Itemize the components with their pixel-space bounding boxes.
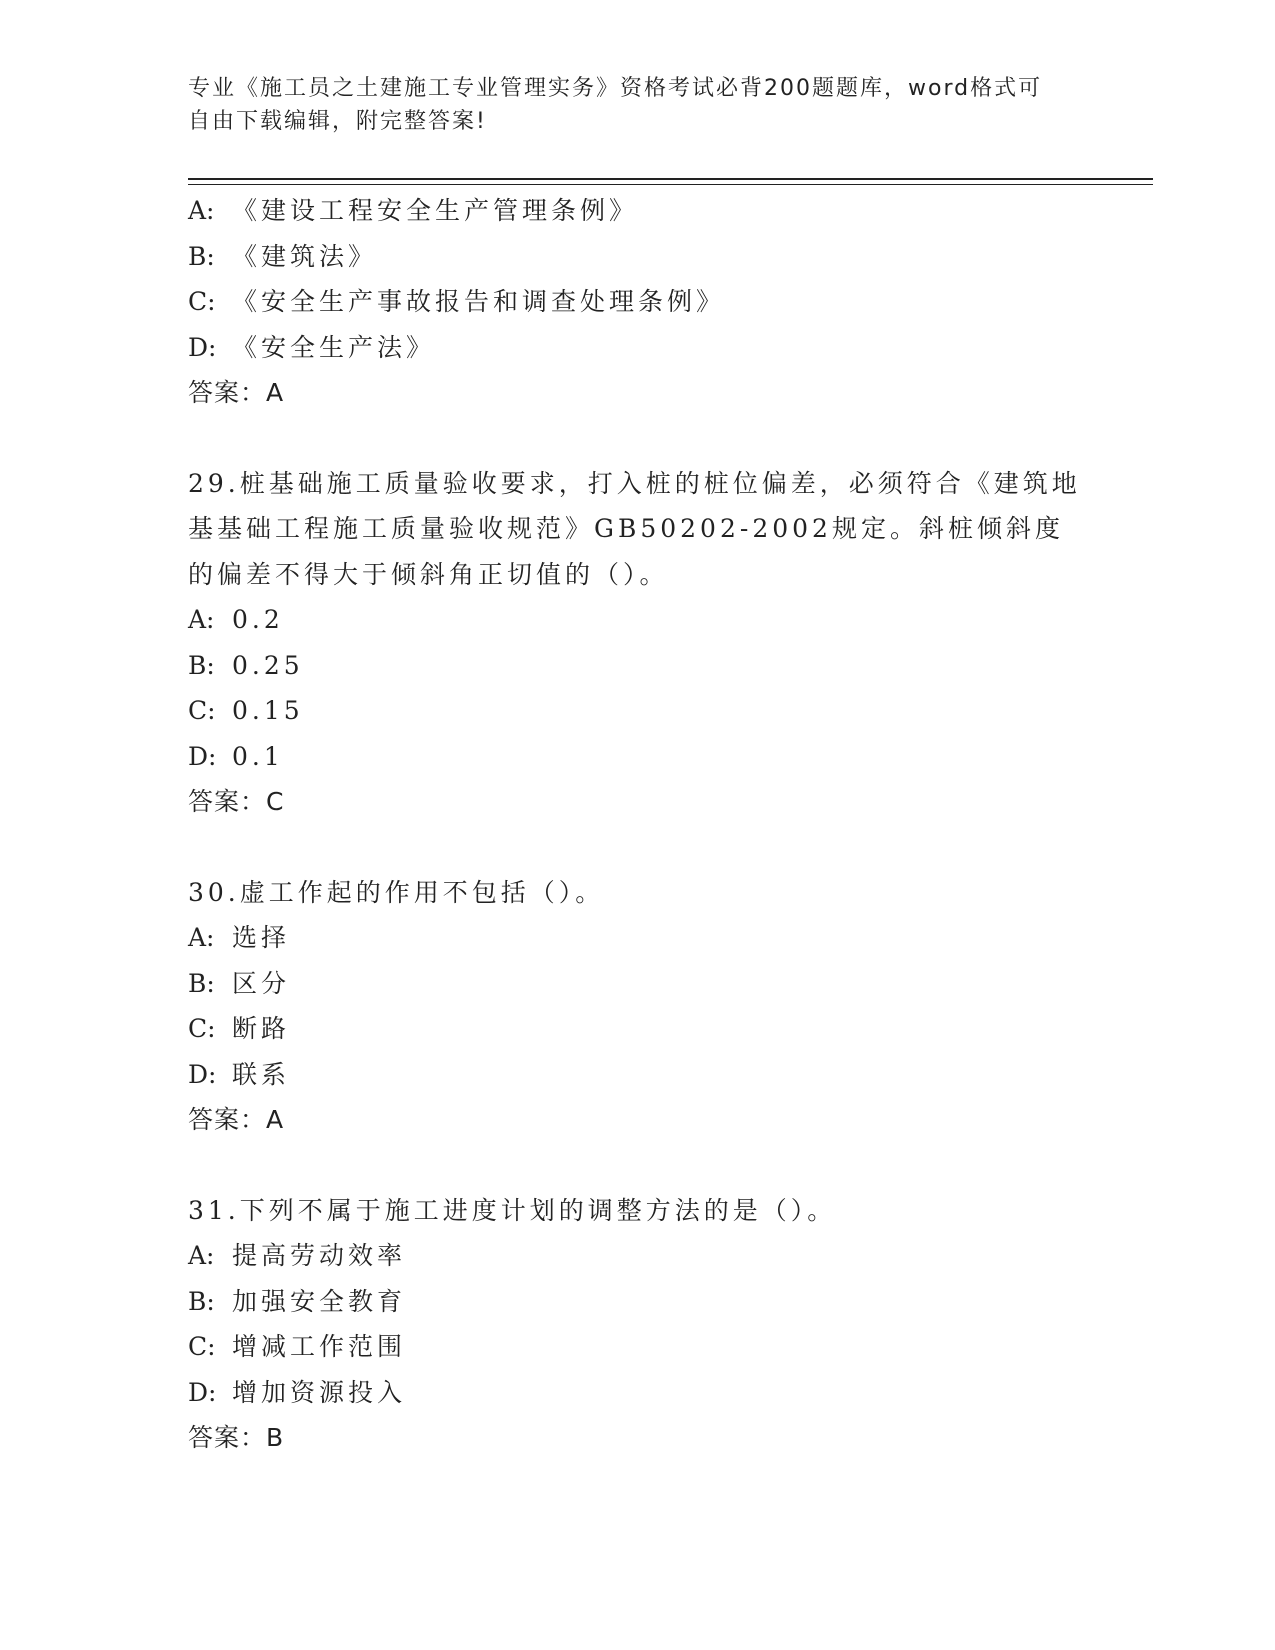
question-list	[188, 188, 1088, 1461]
question-item	[188, 461, 1088, 825]
header-line-1: 专业《施工员之土建施工专业管理实务》资格考试必背200题题库，word格式可	[188, 76, 1043, 101]
option-text: 区分	[232, 968, 291, 998]
option-c	[188, 1006, 1088, 1052]
option-letter: D:	[188, 1377, 217, 1407]
option-d	[188, 734, 1088, 780]
option-letter: D:	[188, 332, 217, 362]
option-text: 增减工作范围	[232, 1332, 407, 1361]
option-letter: A:	[188, 923, 215, 952]
option-c	[188, 688, 1088, 734]
header-line-2: 自由下载编辑，附完整答案!	[188, 109, 487, 134]
option-text: 0.1	[232, 741, 284, 771]
option-b	[188, 234, 1088, 280]
question-stem: 29.桩基础施工质量验收要求，打入桩的桩位偏差，必须符合《建筑地基基础工程施工质量验收规范》GB50202-2002规定。斜桩倾斜度的偏差不得大于倾斜角正切值的（）。	[188, 468, 1081, 589]
document-header	[188, 72, 1068, 138]
option-text: 0.2	[232, 605, 284, 634]
option-letter: A:	[188, 605, 215, 634]
answer-line: 答案：B	[188, 1423, 285, 1452]
question-item	[188, 188, 1088, 416]
option-letter: A:	[188, 196, 215, 225]
option-letter: C:	[188, 1332, 216, 1361]
option-letter: A:	[188, 1241, 215, 1270]
option-d	[188, 1370, 1088, 1416]
option-text: 《安全生产事故报告和调查处理条例》	[232, 287, 726, 316]
header-divider-thin	[188, 184, 1153, 185]
option-c	[188, 279, 1088, 325]
question-item	[188, 1188, 1088, 1461]
option-letter: C:	[188, 287, 216, 316]
option-text: 加强安全教育	[232, 1286, 407, 1316]
option-b	[188, 1279, 1088, 1325]
option-letter: C:	[188, 1014, 216, 1043]
option-text: 0.15	[232, 696, 304, 725]
option-a	[188, 597, 1088, 643]
option-text: 《建筑法》	[232, 241, 378, 271]
option-letter: B:	[188, 241, 215, 271]
option-text: 联系	[232, 1059, 291, 1089]
option-text: 《安全生产法》	[232, 332, 436, 362]
option-a	[188, 915, 1088, 961]
question-item	[188, 870, 1088, 1143]
option-text: 增加资源投入	[232, 1377, 407, 1407]
option-a	[188, 1233, 1088, 1279]
option-d	[188, 325, 1088, 371]
option-text: 断路	[232, 1014, 291, 1043]
header-divider-thick	[188, 178, 1153, 180]
option-a	[188, 188, 1088, 234]
option-text: 0.25	[232, 650, 304, 680]
option-letter: D:	[188, 1059, 217, 1089]
option-letter: C:	[188, 696, 216, 725]
question-stem: 31.下列不属于施工进度计划的调整方法的是（）。	[188, 1195, 837, 1225]
question-stem: 30.虚工作起的作用不包括（）。	[188, 877, 605, 907]
option-text: 提高劳动效率	[232, 1241, 407, 1270]
option-text: 《建设工程安全生产管理条例》	[232, 196, 639, 225]
option-letter: D:	[188, 741, 217, 771]
option-b	[188, 961, 1088, 1007]
option-c	[188, 1324, 1088, 1370]
option-letter: B:	[188, 1286, 215, 1316]
option-text: 选择	[232, 923, 291, 952]
option-d	[188, 1052, 1088, 1098]
option-letter: B:	[188, 650, 215, 680]
answer-line: 答案：A	[188, 1105, 285, 1134]
answer-line: 答案：A	[188, 378, 285, 407]
option-b	[188, 643, 1088, 689]
option-letter: B:	[188, 968, 215, 998]
answer-line: 答案：C	[188, 787, 285, 816]
